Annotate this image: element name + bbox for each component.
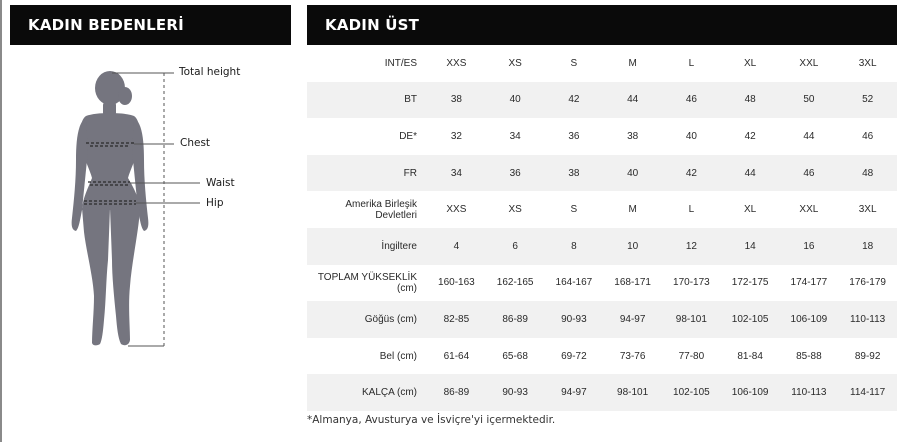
table-cell: 40 bbox=[603, 155, 662, 192]
table-cell: 90-93 bbox=[545, 301, 604, 338]
row-header: KALÇA (cm) bbox=[307, 374, 427, 411]
table-row bbox=[307, 338, 897, 375]
row-header: İngiltere bbox=[307, 228, 427, 265]
table-cell: 48 bbox=[721, 82, 780, 119]
row-header: DE* bbox=[399, 130, 417, 142]
table-cell: 52 bbox=[838, 82, 897, 119]
table-cell: 3XL bbox=[858, 57, 877, 69]
table-cell: 48 bbox=[838, 155, 897, 192]
waist-label: Waist bbox=[206, 177, 235, 189]
row-header: Göğüs (cm) bbox=[307, 301, 427, 338]
silhouette-diagram bbox=[0, 50, 300, 360]
table-cell: 36 bbox=[568, 130, 580, 142]
table-cell: 98-101 bbox=[662, 301, 721, 338]
table-cell: 81-84 bbox=[737, 350, 763, 362]
table-cell: XXL bbox=[799, 204, 819, 216]
table-cell: 14 bbox=[721, 228, 780, 265]
row-header: BT bbox=[307, 82, 427, 119]
table-cell: M bbox=[628, 204, 637, 216]
table-cell: 34 bbox=[427, 155, 486, 192]
table-cell: XS bbox=[508, 204, 522, 216]
table-cell: 50 bbox=[780, 82, 839, 119]
chest-label: Chest bbox=[180, 137, 211, 149]
footnote: *Almanya, Avusturya ve İsviçre'yi içermektedir. bbox=[307, 414, 556, 426]
table-cell: 38 bbox=[545, 155, 604, 192]
table-cell: S bbox=[570, 204, 578, 216]
table-row bbox=[307, 265, 897, 302]
table-cell: 36 bbox=[486, 155, 545, 192]
table-row bbox=[307, 301, 897, 338]
table-cell: 46 bbox=[862, 130, 874, 142]
table-cell: 85-88 bbox=[796, 350, 822, 362]
row-header: TOPLAM YÜKSEKLİK (cm) bbox=[317, 271, 417, 294]
table-cell: 40 bbox=[486, 82, 545, 119]
table-cell: 44 bbox=[803, 130, 815, 142]
table-cell: 12 bbox=[662, 228, 721, 265]
table-cell: XXS bbox=[446, 57, 467, 69]
table-cell: 65-68 bbox=[502, 350, 528, 362]
table-cell: 6 bbox=[486, 228, 545, 265]
table-cell: 164-167 bbox=[555, 277, 593, 289]
table-cell: 10 bbox=[603, 228, 662, 265]
row-header: FR bbox=[307, 155, 427, 192]
table-cell: 82-85 bbox=[427, 301, 486, 338]
table-cell: 168-171 bbox=[614, 277, 651, 289]
table-row bbox=[307, 45, 897, 82]
table-row bbox=[307, 374, 897, 411]
row-header: Bel (cm) bbox=[379, 350, 417, 362]
table-cell: 86-89 bbox=[486, 301, 545, 338]
table-row bbox=[307, 118, 897, 155]
table-cell: 73-76 bbox=[619, 350, 646, 362]
table-cell: 61-64 bbox=[443, 350, 470, 362]
table-row bbox=[307, 191, 897, 228]
woman-silhouette bbox=[72, 71, 149, 345]
table-cell: 38 bbox=[627, 130, 639, 142]
table-cell: 110-113 bbox=[838, 301, 897, 338]
women-top-header bbox=[307, 5, 897, 45]
table-cell: 32 bbox=[450, 130, 462, 142]
table-cell: 44 bbox=[603, 82, 662, 119]
table-cell: L bbox=[688, 57, 695, 69]
table-cell: 106-109 bbox=[780, 301, 839, 338]
table-cell: 16 bbox=[780, 228, 839, 265]
table-row bbox=[307, 228, 897, 265]
table-cell: 42 bbox=[662, 155, 721, 192]
table-cell: L bbox=[688, 204, 695, 216]
women-sizes-title: KADIN BEDENLERİ bbox=[28, 16, 184, 34]
table-cell: 77-80 bbox=[678, 350, 705, 362]
table-cell: 176-179 bbox=[849, 277, 886, 289]
table-cell: 102-105 bbox=[721, 301, 780, 338]
row-header: INT/ES bbox=[384, 57, 417, 69]
table-cell: M bbox=[628, 57, 637, 69]
table-cell: 42 bbox=[744, 130, 756, 142]
table-cell: XXL bbox=[799, 57, 819, 69]
table-cell: S bbox=[570, 57, 578, 69]
table-cell: 102-105 bbox=[662, 374, 721, 411]
table-cell: 40 bbox=[685, 130, 697, 142]
table-row bbox=[307, 155, 897, 192]
table-cell: XS bbox=[508, 57, 522, 69]
table-cell: 18 bbox=[838, 228, 897, 265]
table-cell: 170-173 bbox=[673, 277, 710, 289]
table-cell: 4 bbox=[427, 228, 486, 265]
table-cell: 42 bbox=[545, 82, 604, 119]
table-cell: 46 bbox=[780, 155, 839, 192]
table-cell: 69-72 bbox=[561, 350, 587, 362]
table-cell: 110-113 bbox=[780, 374, 839, 411]
table-cell: 114-117 bbox=[838, 374, 897, 411]
table-row bbox=[307, 82, 897, 119]
table-cell: XL bbox=[744, 204, 757, 216]
table-cell: 38 bbox=[427, 82, 486, 119]
table-cell: 44 bbox=[721, 155, 780, 192]
table-cell: XL bbox=[744, 57, 757, 69]
size-conversion-table bbox=[307, 45, 897, 411]
table-cell: 89-92 bbox=[854, 350, 881, 362]
table-cell: XXS bbox=[446, 204, 467, 216]
table-cell: 86-89 bbox=[427, 374, 486, 411]
table-cell: 94-97 bbox=[603, 301, 662, 338]
table-cell: 3XL bbox=[858, 204, 877, 216]
table-cell: 162-165 bbox=[496, 277, 534, 289]
table-cell: 98-101 bbox=[603, 374, 662, 411]
total-height-label: Total height bbox=[179, 66, 241, 78]
table-cell: 160-163 bbox=[438, 277, 475, 289]
hip-label: Hip bbox=[206, 197, 224, 209]
body-measurement-figure bbox=[0, 50, 300, 360]
women-sizes-header bbox=[10, 5, 291, 45]
table-cell: 174-177 bbox=[790, 277, 828, 289]
row-header: Amerika Birleşik Devletleri bbox=[345, 198, 417, 221]
table-cell: 46 bbox=[662, 82, 721, 119]
table-cell: 34 bbox=[509, 130, 521, 142]
table-cell: 90-93 bbox=[486, 374, 545, 411]
table-cell: 8 bbox=[545, 228, 604, 265]
table-cell: 94-97 bbox=[545, 374, 604, 411]
women-top-title: KADIN ÜST bbox=[325, 16, 420, 34]
table-cell: 172-175 bbox=[731, 277, 769, 289]
table-cell: 106-109 bbox=[721, 374, 780, 411]
